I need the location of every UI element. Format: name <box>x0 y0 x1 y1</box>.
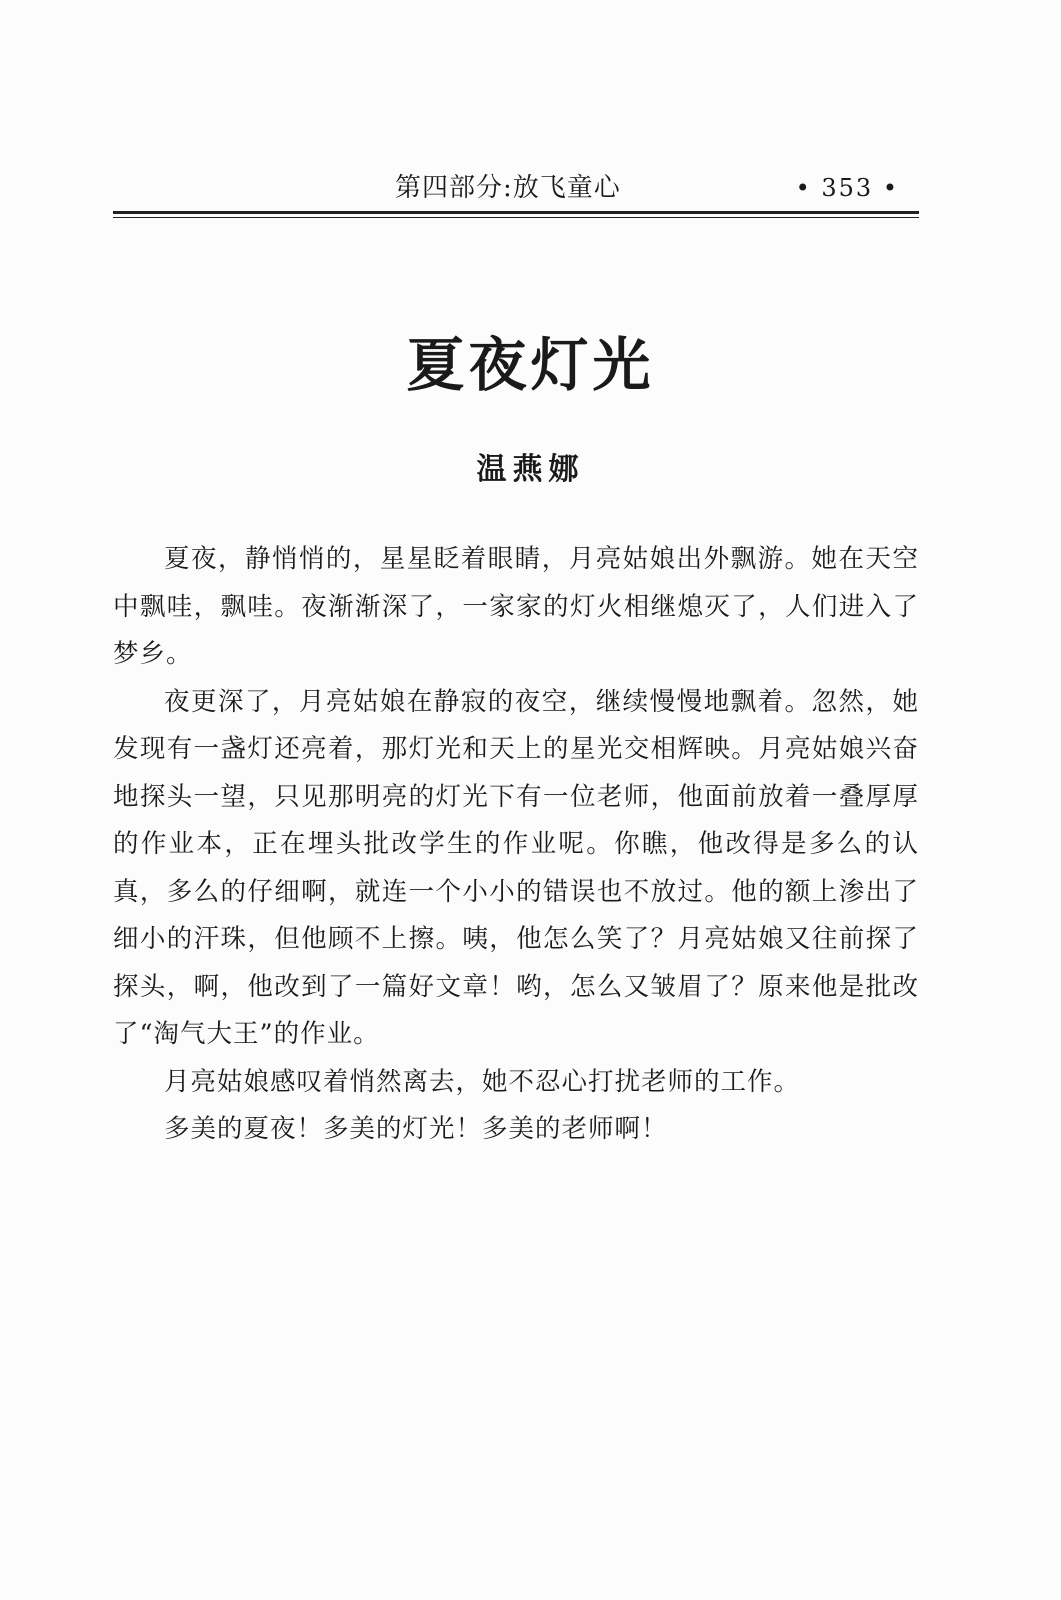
paragraph: 多美的夏夜！多美的灯光！多美的老师啊！ <box>164 1114 668 1144</box>
header-rule-thin <box>113 217 919 218</box>
article-body <box>113 536 919 1154</box>
paragraph: 夜更深了，月亮姑娘在静寂的夜空，继续慢慢地飘着。忽然，她发现有一盏灯还亮着，那灯光和天上的星光交相辉映。月亮姑娘兴奋地探头一望，只见那明亮的灯光下有一位老师，他面前放着一叠厚厚的作业本，正在埋头批改学生的作业呢。你瞧，他改得是多么的认真，多么的仔细啊，就连一个小小的错误也不放过。他的额上渗出了细小的汗珠，但他顾不上擦。咦，他怎么笑了？月亮姑娘又往前探了探头，啊，他改到了一篇好文章！哟，怎么又皱眉了？原来他是批改了“淘气大王”的作业。 <box>113 686 919 1049</box>
paragraph: 月亮姑娘感叹着悄然离去，她不忍心打扰老师的工作。 <box>164 1066 801 1097</box>
paragraph: 夏夜，静悄悄的，星星眨着眼睛，月亮姑娘出外飘游。她在天空中飘哇，飘哇。夜渐渐深了，一家家的灯火相继熄灭了，人们进入了梦乡。 <box>113 544 919 669</box>
article-author: 温燕娜 <box>476 452 585 487</box>
page-number: • 353 • <box>795 174 899 202</box>
header-rule-thick <box>113 211 919 214</box>
running-header <box>113 170 919 210</box>
article-title: 夏夜灯光 <box>406 331 655 399</box>
section-title: 第四部分:放飞童心 <box>395 173 621 203</box>
